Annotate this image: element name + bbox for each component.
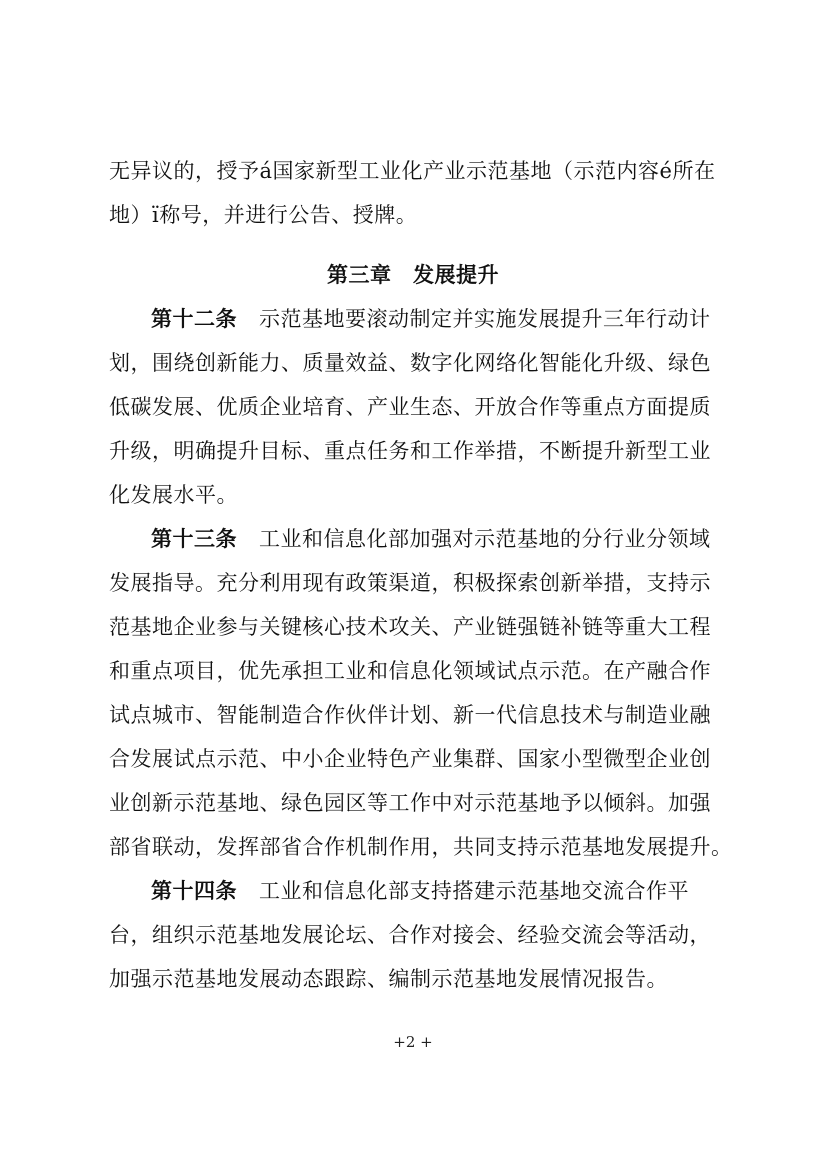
article-14-line-2: 台，组织示范基地发展论坛、合作对接会、经验交流会等活动， bbox=[109, 923, 711, 947]
article-13-line-7: 业创新示范基地、绿色园区等工作中对示范基地予以倾斜。加强 bbox=[109, 791, 711, 815]
article-13-line-5: 试点城市、智能制造合作伙伴计划、新一代信息技术与制造业融 bbox=[109, 703, 711, 727]
article-13-line-3: 范基地企业参与关键核心技术攻关、产业链强链补链等重大工程 bbox=[109, 615, 711, 639]
article-14-first-line bbox=[151, 877, 734, 905]
article-12-line-1: 示范基地要滚动制定并实施发展提升三年行动计 bbox=[259, 307, 711, 331]
article-14-title: 第十四条 bbox=[151, 879, 237, 903]
article-14-line-1: 工业和信息化部支持搭建示范基地交流合作平 bbox=[259, 879, 689, 903]
article-12-line-3: 低碳发展、优质企业培育、产业生态、开放合作等重点方面提质 bbox=[109, 395, 711, 419]
article-13-line-2: 发展指导。充分利用现有政策渠道，积极探索创新举措，支持示 bbox=[109, 571, 711, 595]
chapter-title: 第三章 发展提升 bbox=[327, 263, 499, 287]
article-12-line-5: 化发展水平。 bbox=[109, 483, 238, 507]
page-number: +2 + bbox=[393, 1033, 433, 1051]
article-13-line-4: 和重点项目，优先承担工业和信息化领域试点示范。在产融合作 bbox=[109, 659, 711, 683]
article-14-line-3: 加强示范基地发展动态跟踪、编制示范基地发展情况报告。 bbox=[109, 967, 668, 991]
article-13-first-line bbox=[151, 525, 734, 553]
article-12-line-4: 升级，明确提升目标、重点任务和工作举措，不断提升新型工业 bbox=[109, 439, 711, 463]
article-12-line-2: 划，围绕创新能力、质量效益、数字化网络化智能化升级、绿色 bbox=[109, 351, 711, 375]
article-13-title: 第十三条 bbox=[151, 527, 237, 551]
article-13-line-1: 工业和信息化部加强对示范基地的分行业分领域 bbox=[259, 527, 711, 551]
intro-line-2: 地）ï称号，并进行公告、授牌。 bbox=[109, 203, 418, 227]
article-13-line-8: 部省联动，发挥部省合作机制作用，共同支持示范基地发展提升。 bbox=[109, 835, 733, 859]
article-13-line-6: 合发展试点示范、中小企业特色产业集群、国家小型微型企业创 bbox=[109, 747, 711, 771]
intro-line-1: 无异议的，授予á国家新型工业化产业示范基地（示范内容é所在 bbox=[109, 159, 716, 183]
article-12-first-line bbox=[151, 305, 734, 333]
article-12-title: 第十二条 bbox=[151, 307, 237, 331]
